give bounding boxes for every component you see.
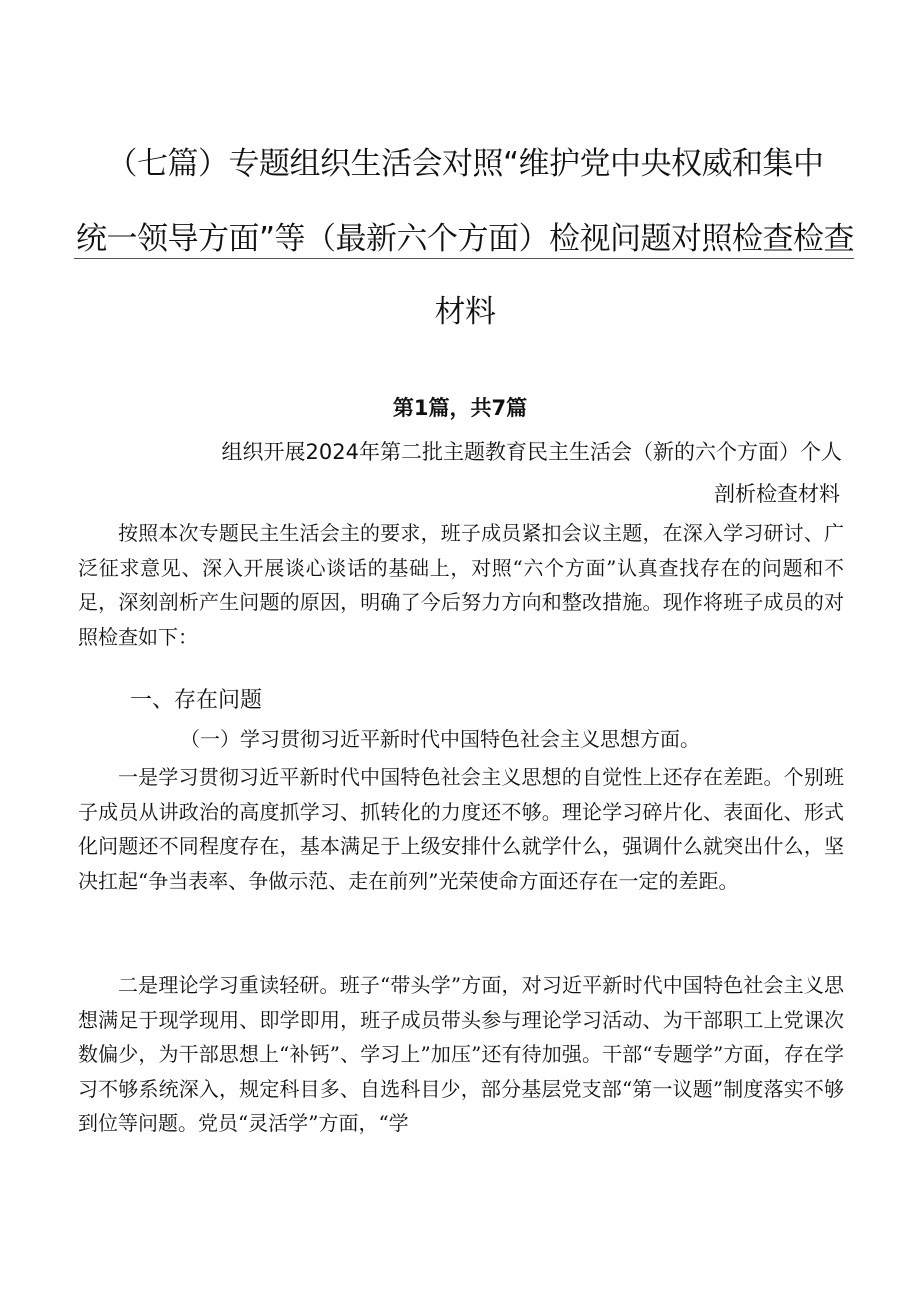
document-title-line-3: 材料 [434, 294, 496, 330]
article-title-line-2: 剖析检查材料 [714, 482, 840, 506]
paragraph-2-text: 二是理论学习重读轻研。班子“带头学”方面，对习近平新时代中国特色社会主义思想满足于现学现用、即学即用，班子成员带头参与理论学习活动、为干部职工上党课次数偏少，为干部思想上“补钙”、学习上”加压”还有待加强。干部“专题学”方面，存在学习不够系统深入，规定科目多、自选科目少，部分基层党支部“第一议题”制度落实不够到位等问题。党员“灵活学”方面，“学 [78, 973, 844, 1135]
intro-text: 按照本次专题民主生活会主的要求，班子成员紧扣会议主题，在深入学习研讨、广泛征求意见、深入开展谈心谈话的基础上，对照“六个方面”认真查找存在的问题和不足，深刻剖析产生问题的原因，明确了今后努力方向和整改措施。现作将班子成员的对照检查如下： [78, 521, 844, 649]
subsection-heading: （一）学习贯彻习近平新时代中国特色社会主义思想方面。 [180, 727, 700, 751]
title-divider [74, 258, 854, 259]
paragraph-1 [78, 760, 844, 898]
document-title-line-2: 统一领导方面”等（最新六个方面）检视问题对照检查检查 [75, 221, 855, 257]
section-heading: 一、存在问题 [130, 688, 263, 713]
paragraph-1-text: 一是学习贯彻习近平新时代中国特色社会主义思想的自觉性上还存在差距。个别班子成员从讲政治的高度抓学习、抓转化的力度还不够。理论学习碎片化、表面化、形式化问题还不同程度存在，基本满足于上级安排什么就学什么，强调什么就突出什么，坚决扛起“争当表率、争做示范、走在前列”光荣使命方面还存在一定的差距。 [78, 765, 844, 893]
intro-paragraph [78, 516, 844, 654]
article-title-line-1: 组织开展2024年第二批主题教育民主生活会（新的六个方面）个人 [221, 440, 842, 464]
document-title-line-1: （七篇）专题组织生活会对照“维护党中央权威和集中 [106, 146, 824, 182]
article-number: 第1篇，共7篇 [392, 396, 528, 420]
paragraph-2 [78, 968, 844, 1141]
